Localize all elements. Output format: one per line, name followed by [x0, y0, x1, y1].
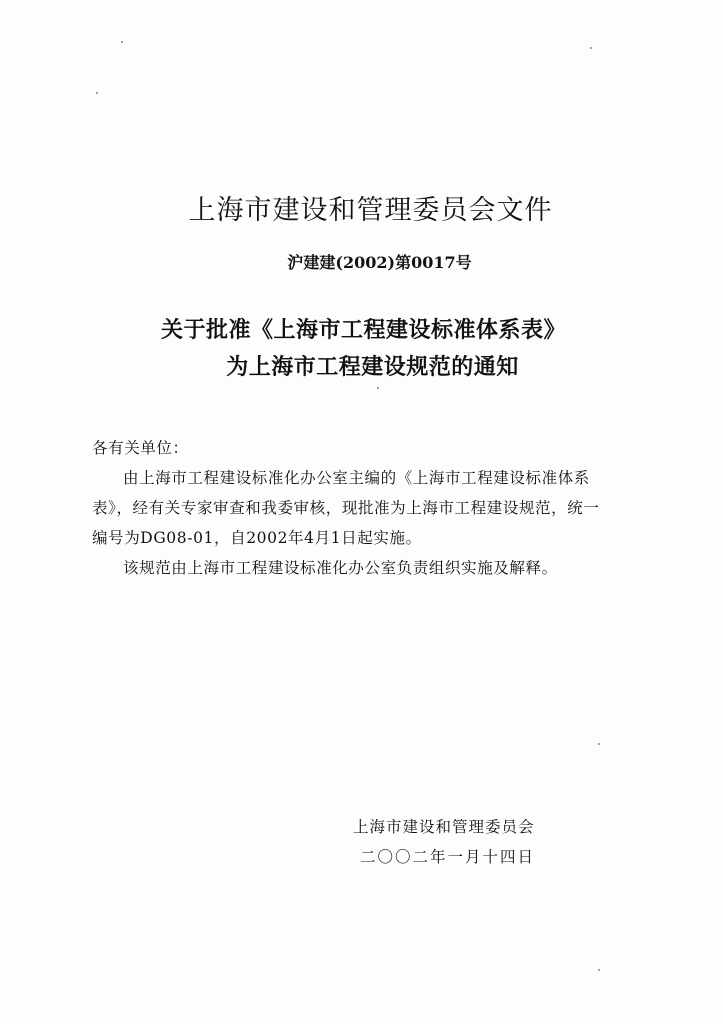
body-paragraph-2: 该规范由上海市工程建设标准化办公室负责组织实施及解释。 — [123, 559, 558, 577]
body-paragraph-1: 由上海市工程建设标准化办公室主编的《上海市工程建设标准体系表》，经有关专家审查和我委审核，现批准为上海市工程建设规范，统一编号为DG08-01，自2002年4月1日起实施。 — [92, 469, 600, 547]
issuer-title: 上海市建设和管理委员会文件 — [188, 195, 553, 226]
scan-speck — [96, 92, 98, 94]
scan-speck — [598, 969, 600, 971]
issue-date: 二〇〇二年一月十四日 — [360, 848, 536, 866]
notice-body — [92, 433, 602, 583]
notice-title-line-2: 为上海市工程建设规范的通知 — [226, 355, 519, 380]
scan-speck — [598, 743, 600, 745]
issuer-signature: 上海市建设和管理委员会 — [353, 818, 535, 836]
scan-speck — [590, 47, 592, 49]
scan-speck — [121, 41, 123, 43]
salutation: 各有关单位： — [92, 439, 189, 457]
notice-title-line-1: 关于批准《上海市工程建设标准体系表》 — [160, 318, 566, 343]
scan-speck — [377, 387, 379, 389]
document-number: 沪建建(2002)第0017号 — [287, 253, 472, 272]
